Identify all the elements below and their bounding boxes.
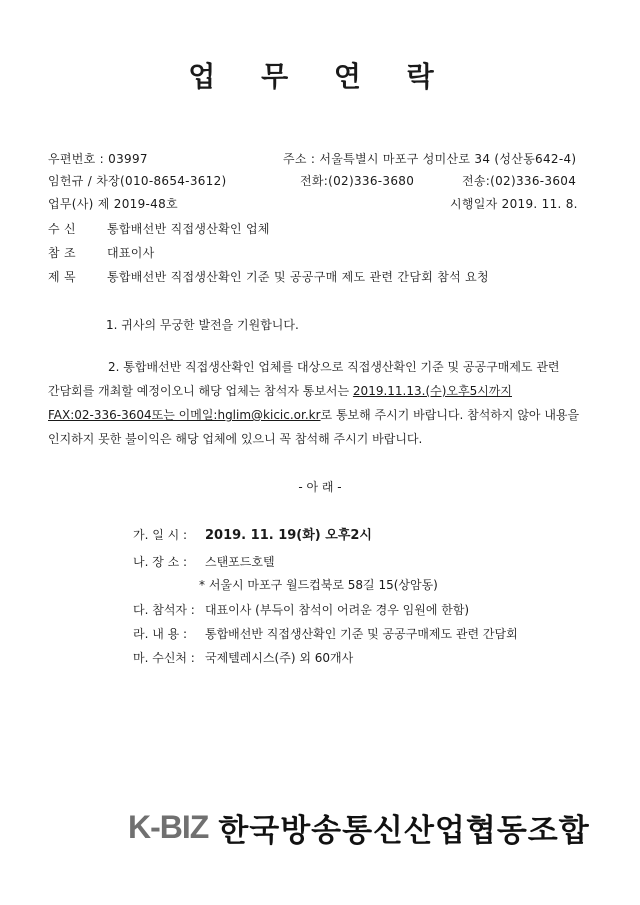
effective-date: 시행일자 2019. 11. 8.: [450, 197, 578, 211]
document-title: 업 무 연 락: [188, 60, 452, 93]
fax-number: 전송:(02)336-3604: [462, 174, 577, 188]
subject-label: 제 목: [48, 270, 76, 284]
reference-value: 대표이사: [107, 246, 155, 260]
phone-number: 전화:(02)336-3680: [300, 174, 415, 188]
footer: [128, 805, 590, 849]
paragraph-2-line-3: [48, 406, 579, 423]
detail-content-value: 통합배선반 직접생산확인 기준 및 공공구매제도 관련 간담회: [205, 627, 518, 641]
detail-cc: [133, 649, 353, 666]
detail-place-address: * 서울시 마포구 월드컵북로 58길 15(상암동): [199, 578, 438, 592]
detail-cc-label: 마. 수신처 :: [133, 651, 195, 665]
paragraph-2-line-2: [48, 382, 512, 399]
recipient-label: 수 신: [48, 222, 76, 236]
detail-date: [133, 524, 372, 543]
below-heading: - 아 래 -: [298, 480, 342, 494]
paragraph-2-line-1: 2. 통합배선반 직접생산확인 업체를 대상으로 직접생산확인 기준 및 공공구매제도 관련: [108, 360, 560, 374]
detail-attendee-value: 대표이사 (부득이 참석이 어려운 경우 임원에 한함): [205, 603, 470, 617]
paragraph-2-line-3-text: 로 통보해 주시기 바랍니다. 참석하지 않아 내용을: [320, 408, 580, 422]
detail-attendee-label: 다. 참석자 :: [133, 603, 195, 617]
sender-address: 주소 : 서울특별시 마포구 성미산로 34 (성산동642-4): [283, 152, 577, 166]
organization-name: 한국방송통신산업협동조합: [218, 812, 590, 849]
detail-place-value: 스탠포드호텔: [205, 555, 275, 569]
detail-cc-value: 국제텔레시스(주) 외 60개사: [205, 651, 354, 665]
paragraph-2-line-2-text: 간담회를 개최할 예정이오니 해당 업체는 참석자 통보서는: [48, 384, 353, 398]
contact-person: 임헌규 / 차장(010-8654-3612): [48, 174, 227, 188]
detail-place: [133, 553, 275, 570]
detail-place-label: 나. 장 소 :: [133, 555, 188, 569]
detail-content: [133, 625, 518, 642]
subject-value: 통합배선반 직접생산확인 기준 및 공공구매 제도 관련 간담회 참석 요청: [107, 270, 489, 284]
detail-content-label: 라. 내 용 :: [133, 627, 188, 641]
paragraph-1: 1. 귀사의 무궁한 발전을 기원합니다.: [106, 318, 299, 332]
deadline-text: 2019.11.13.(수)오후5시까지: [352, 384, 512, 398]
detail-attendee: [133, 601, 469, 618]
reference-label: 참 조: [48, 246, 76, 260]
fax-email-text: FAX:02-336-3604또는 이메일:hglim@kicic.or.kr: [48, 408, 321, 422]
document-number: 업무(사) 제 2019-48호: [48, 197, 178, 211]
paragraph-2-line-4: 인지하지 못한 불이익은 해당 업체에 있으니 꼭 참석해 주시기 바랍니다.: [48, 432, 423, 446]
detail-date-label: 가. 일 시 :: [133, 528, 188, 542]
kbiz-logo: K-BIZ: [128, 808, 209, 845]
detail-date-value: 2019. 11. 19(화) 오후2시: [205, 528, 372, 543]
recipient-value: 통합배선반 직접생산확인 업체: [107, 222, 270, 236]
postal-code: 우편번호 : 03997: [48, 152, 148, 166]
